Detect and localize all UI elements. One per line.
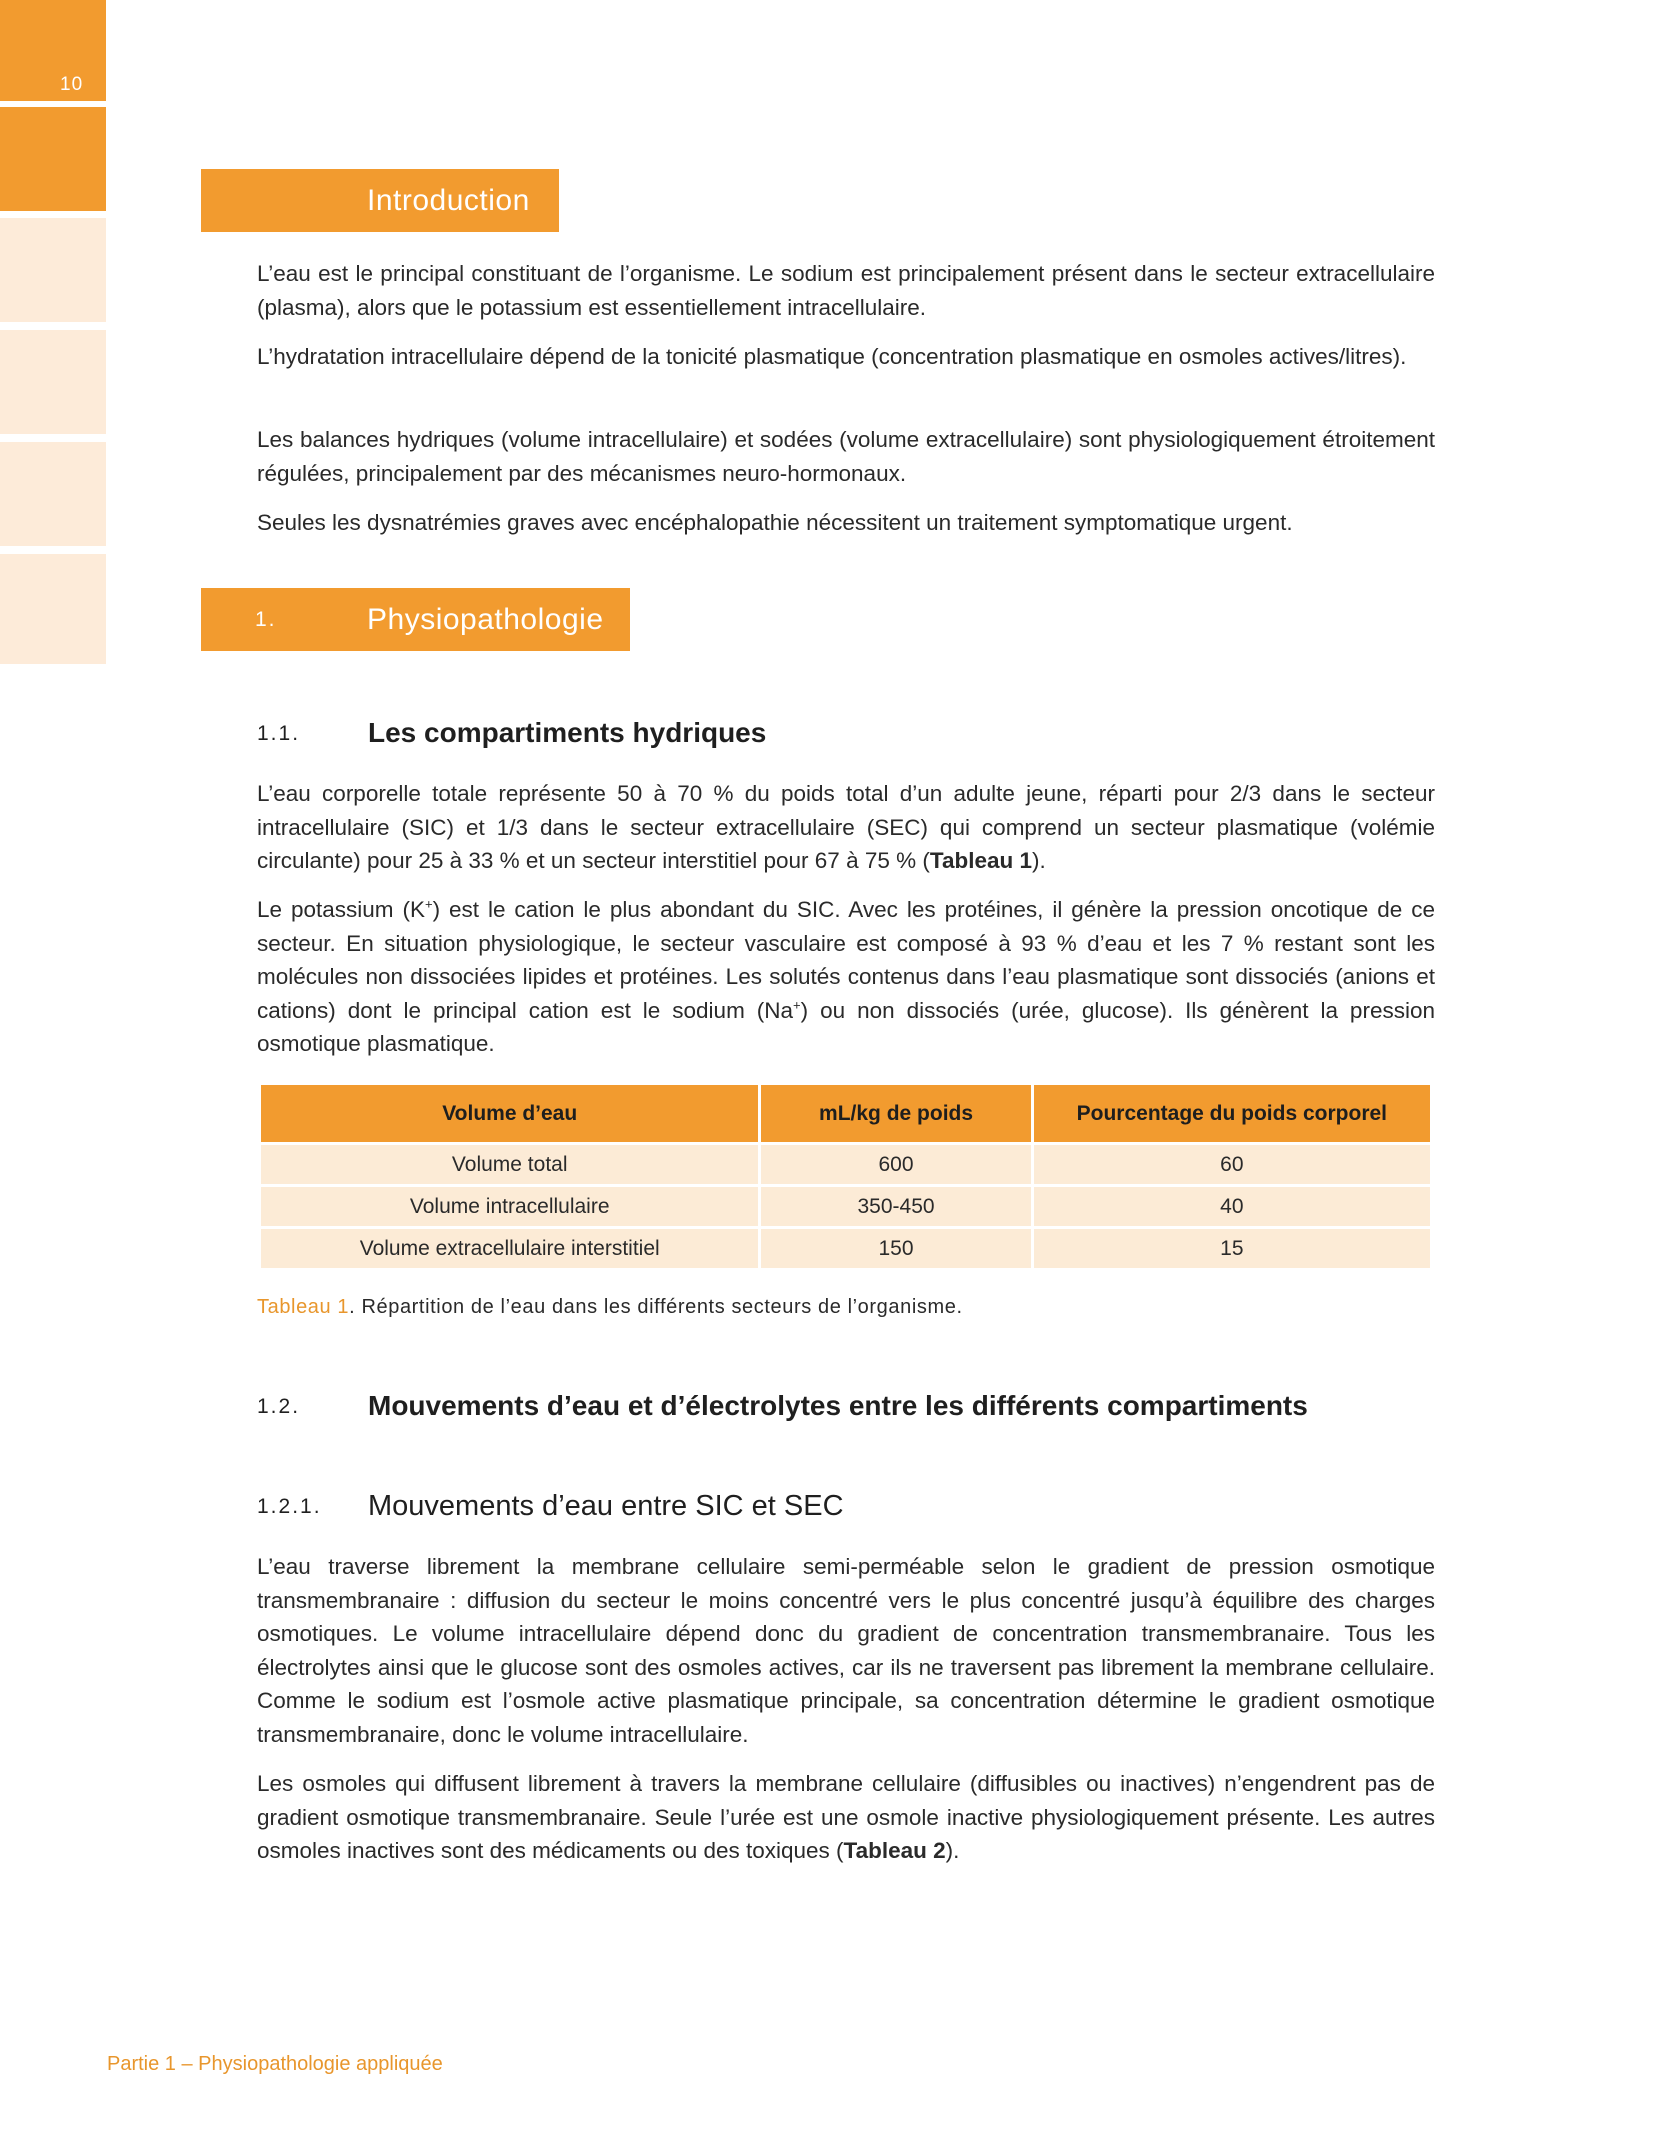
table-cell: Volume extracellulaire interstitiel bbox=[261, 1229, 758, 1268]
body-paragraph: L’eau traverse librement la membrane cellulaire semi-perméable selon le gradient de pression osmotique transmembranaire : diffusion du secteur le moins concentré vers le plus concentré jusqu’à équilibre des charges osmotiques. Le volume intracellulaire dépend donc du gradient de concentration transmembranaire. Tous les électrolytes ainsi que le glucose sont des osmoles actives, car ils ne traversent pas librement la membrane cellulaire. Comme le sodium est l’osmole active plasmatique principale, sa concentration détermine le gradient osmotique transmembranaire, donc le volume intracellulaire. bbox=[257, 1554, 1435, 1747]
intro-paragraph: Seules les dysnatrémies graves avec encéphalopathie nécessitent un traitement symptomatique urgent. bbox=[257, 510, 1293, 535]
section-header-physiopathologie bbox=[201, 588, 630, 651]
paragraph-text: L’eau corporelle totale représente 50 à 70 % du poids total d’un adulte jeune, réparti pour 2/3 dans le secteur intracellulaire (SIC) et 1/3 dans le secteur extracellulaire (SEC) qui comprend un secteur plasmatique (volémie circulante) pour 25 à 33 % et un secteur interstitiel pour 67 à 75 % ( bbox=[257, 781, 1435, 873]
section-title: Physiopathologie bbox=[367, 603, 604, 636]
superscript: + bbox=[793, 997, 801, 1012]
intro-paragraph: L’hydratation intracellulaire dépend de la tonicité plasmatique (concentration plasmatique en osmoles actives/litres). bbox=[257, 344, 1407, 369]
side-tab bbox=[0, 554, 106, 664]
subsection-title: Mouvements d’eau et d’électrolytes entre les différents compartiments bbox=[368, 1390, 1308, 1421]
side-tab bbox=[0, 218, 106, 322]
subsection-number: 1.2. bbox=[257, 1395, 301, 1418]
side-tab-active-2 bbox=[0, 107, 106, 211]
table-cell: Volume intracellulaire bbox=[261, 1187, 758, 1226]
table-row bbox=[261, 1229, 1430, 1268]
page-footer: Partie 1 – Physiopathologie appliquée bbox=[107, 2053, 443, 2075]
table-cell: 60 bbox=[1034, 1145, 1430, 1184]
table-header-row bbox=[261, 1085, 1430, 1142]
subsubsection-title: Mouvements d’eau entre SIC et SEC bbox=[368, 1490, 844, 1522]
water-distribution-table bbox=[258, 1082, 1433, 1271]
paragraph-text: ). bbox=[1032, 848, 1046, 873]
caption-label: Tableau 1 bbox=[257, 1296, 350, 1318]
section-header-introduction bbox=[201, 169, 559, 232]
table-reference: Tableau 2 bbox=[843, 1838, 946, 1863]
table-cell: 150 bbox=[761, 1229, 1030, 1268]
side-tab bbox=[0, 442, 106, 546]
table-cell: 40 bbox=[1034, 1187, 1430, 1226]
page-number: 10 bbox=[60, 74, 84, 95]
section-number: 1. bbox=[255, 608, 277, 631]
table-cell: Volume total bbox=[261, 1145, 758, 1184]
body-paragraph bbox=[257, 777, 1435, 878]
paragraph-text: Les osmoles qui diffusent librement à travers la membrane cellulaire (diffusibles ou inactives) n’engendrent pas de gradient osmotique transmembranaire. Seule l’urée est une osmole inactive physiologiquement présente. Les autres osmoles inactives sont des médicaments ou des toxiques ( bbox=[257, 1771, 1435, 1863]
table-header: Pourcentage du poids corporel bbox=[1034, 1085, 1430, 1142]
table-row bbox=[261, 1187, 1430, 1226]
side-tab bbox=[0, 330, 106, 434]
paragraph-text: Le potassium (K bbox=[257, 897, 425, 922]
intro-paragraph: L’eau est le principal constituant de l’organisme. Le sodium est principalement présent dans le secteur extracellulaire (plasma), alors que le potassium est essentiellement intracellulaire. bbox=[257, 261, 1435, 320]
paragraph-text: ) ou non dissociés (urée, glucose). Ils génèrent la pression osmotique plasmatique. bbox=[257, 997, 1435, 1056]
table-header: Volume d’eau bbox=[261, 1085, 758, 1142]
superscript: + bbox=[424, 896, 433, 912]
body-paragraph bbox=[257, 893, 1435, 1061]
table-cell: 15 bbox=[1034, 1229, 1430, 1268]
table-reference: Tableau 1 bbox=[929, 848, 1032, 873]
body-paragraph bbox=[257, 1767, 1435, 1868]
table-header: mL/kg de poids bbox=[761, 1085, 1030, 1142]
paragraph-text: ). bbox=[945, 1838, 960, 1863]
table-row bbox=[261, 1145, 1430, 1184]
table-cell: 600 bbox=[761, 1145, 1030, 1184]
caption-text: . Répartition de l’eau dans les différents secteurs de l’organisme. bbox=[349, 1296, 963, 1318]
table-caption bbox=[257, 1296, 963, 1319]
subsection-title: Les compartiments hydriques bbox=[368, 717, 767, 748]
section-title: Introduction bbox=[367, 184, 530, 217]
subsubsection-number: 1.2.1. bbox=[257, 1495, 322, 1518]
paragraph-text: ) est le cation le plus abondant du SIC. Avec les protéines, il génère la pression oncotique de ce secteur. En situation physiologique, le secteur vasculaire est composé à 93 % d’eau et les 7 % restant sont les molécules non dissociées lipides et protéines. Les solutés contenus dans l’eau plasmatique sont dissociés (anions et cations) dont le principal cation est le sodium (Na bbox=[257, 897, 1435, 1023]
table-cell: 350-450 bbox=[761, 1187, 1030, 1226]
intro-paragraph: Les balances hydriques (volume intracellulaire) et sodées (volume extracellulaire) sont physiologiquement étroitement régulées, principalement par des mécanismes neuro-hormonaux. bbox=[257, 427, 1435, 486]
subsection-number: 1.1. bbox=[257, 722, 301, 745]
